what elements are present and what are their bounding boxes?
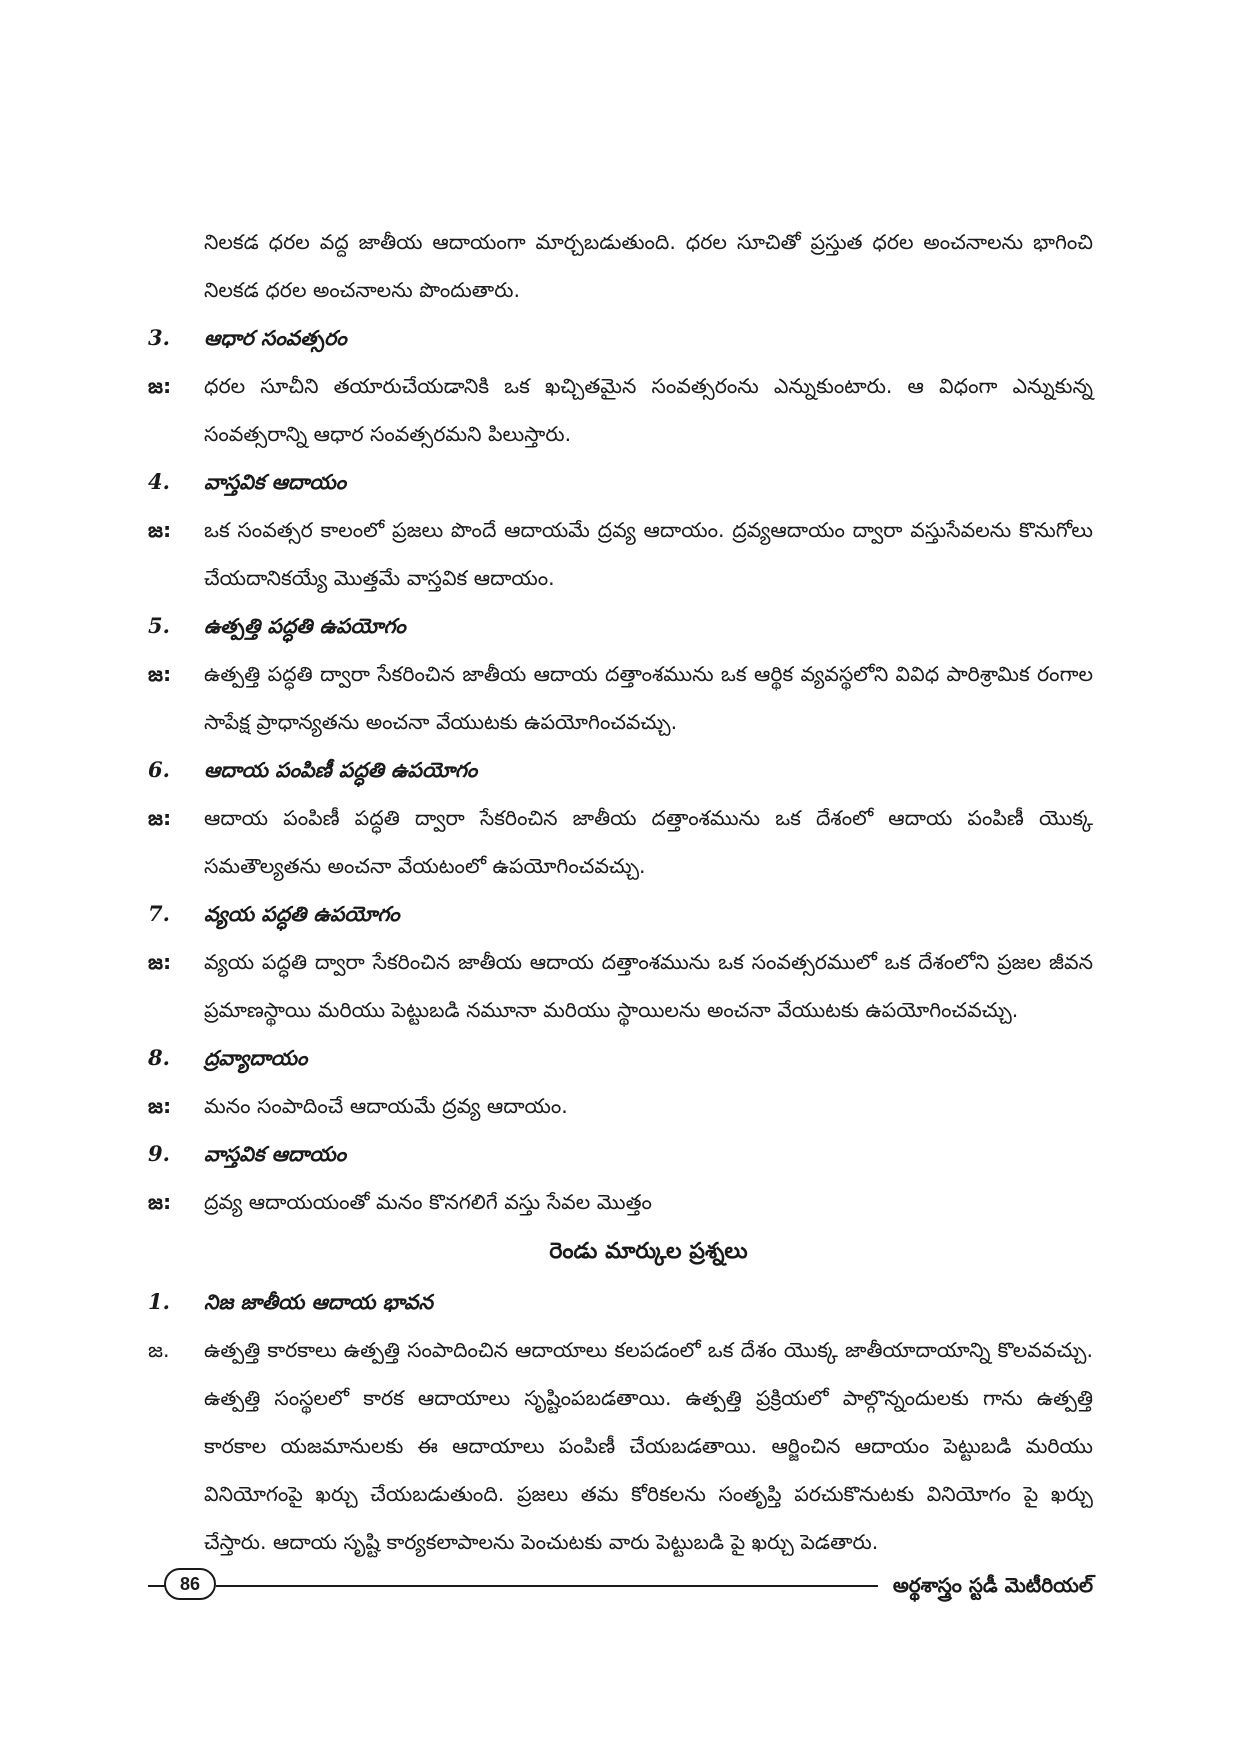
answer-block [148, 506, 1093, 602]
question-number: 7. [148, 901, 170, 926]
question-title: వ్యయ పద్ధతి ఉపయోగం [204, 902, 400, 926]
question-title: వాస్తవిక ఆదాయం [204, 1142, 347, 1166]
question-number: 5. [148, 613, 170, 638]
question-heading [148, 1278, 1093, 1326]
answer-text: ద్రవ్య ఆదాయయంతో మనం కొనగలిగే వస్తు సేవల మొత్తం [204, 1190, 652, 1214]
answer-label: జ: [148, 662, 172, 686]
book-title: అర్థశాస్త్రం స్టడీ మెటీరియల్ [892, 1573, 1093, 1597]
question-number: 9. [148, 1141, 170, 1166]
question-heading [148, 746, 1093, 794]
question-title: నిజ జాతీయ ఆదాయ భావన [204, 1290, 433, 1314]
answer-label: జ: [148, 950, 172, 974]
question-heading [148, 314, 1093, 362]
section-title: రెండు మార్కుల ప్రశ్నలు [549, 1239, 748, 1264]
question-title: ఉత్పత్తి పద్ధతి ఉపయోగం [204, 614, 406, 638]
question-heading [148, 602, 1093, 650]
question-number: 8. [148, 1045, 170, 1070]
answer-text: ఒక సంవత్సర కాలంలో ప్రజలు పొందే ఆదాయమే ద్రవ్య ఆదాయం. ద్రవ్యఆదాయం ద్వారా వస్తుసేవలను కొనుగోలు చేయదానికయ్యే మొత్తమే వాస్తవిక ఆదాయం. [204, 518, 1093, 590]
question-title: వాస్తవిక ఆదాయం [204, 470, 347, 494]
answer-text: ధరల సూచీని తయారుచేయడానికి ఒక ఖచ్చితమైన సంవత్సరంను ఎన్నుకుంటారు. ఆ విధంగా ఎన్నుకున్న సంవత్సరాన్ని ఆధార సంవత్సరమని పిలుస్తారు. [204, 374, 1093, 446]
question-heading [148, 1130, 1093, 1178]
page-footer [148, 1566, 1093, 1606]
page-number-badge: 86 [164, 1568, 216, 1600]
question-number: 1. [148, 1289, 170, 1314]
footer-rule [216, 1585, 878, 1587]
answer-label: జ: [148, 374, 172, 398]
answer-text: మనం సంపాదించే ఆదాయమే ద్రవ్య ఆదాయం. [204, 1094, 568, 1118]
question-number: 6. [148, 757, 170, 782]
answer-block [148, 1178, 1093, 1226]
question-title: ఆధార సంవత్సరం [204, 326, 347, 350]
answer-block [148, 794, 1093, 890]
answer-text: వ్యయ పద్ధతి ద్వారా సేకరించిన జాతీయ ఆదాయ దత్తాంశమును ఒక సంవత్సరములో ఒక దేశంలోని ప్రజల జీవన ప్రమాణస్థాయి మరియు పెట్టుబడి నమూనా మరియు స్థాయిలను అంచనా వేయుటకు ఉపయోగించవచ్చు. [204, 950, 1093, 1022]
answer-label: జ: [148, 1094, 172, 1118]
answer-label: జ: [148, 1190, 172, 1214]
answer-text: ఆదాయ పంపిణీ పద్ధతి ద్వారా సేకరించిన జాతీయ దత్తాంశమును ఒక దేశంలో ఆదాయ పంపిణీ యొక్క సమతౌల్యతను అంచనా వేయటంలో ఉపయోగించవచ్చు. [204, 806, 1093, 878]
answer-block [148, 362, 1093, 458]
answer-label: జ: [148, 518, 172, 542]
page-content [148, 218, 1093, 1566]
answer-text: ఉత్పత్తి పద్ధతి ద్వారా సేకరించిన జాతీయ ఆదాయ దత్తాంశమును ఒక ఆర్థిక వ్యవస్థలోని వివిధ పారిశ్రామిక రంగాల సాపేక్ష ప్రాధాన్యతను అంచనా వేయుటకు ఉపయోగించవచ్చు. [204, 662, 1093, 734]
answer-label: జ: [148, 806, 172, 830]
intro-paragraph: నిలకడ ధరల వద్ద జాతీయ ఆదాయంగా మార్చబడుతుంది. ధరల సూచితో ప్రస్తుత ధరల అంచనాలను భాగించి నిలకడ ధరల అంచనాలను పొందుతారు. [204, 230, 1093, 302]
answer-block [148, 1326, 1093, 1566]
question-heading [148, 890, 1093, 938]
question-heading [148, 1034, 1093, 1082]
question-title: ఆదాయ పంపిణీ పద్ధతి ఉపయోగం [204, 758, 478, 782]
answer-label: జ. [148, 1338, 170, 1362]
question-title: ద్రవ్యాదాయం [204, 1046, 308, 1070]
answer-text: ఉత్పత్తి కారకాలు ఉత్పత్తి సంపాదించిన ఆదాయాలు కలపడంలో ఒక దేశం యొక్క జాతీయాదాయాన్ని కొలవవచ్చు. ఉత్పత్తి సంస్థలలో కారక ఆదాయాలు సృష్టింపబడతాయి. ఉత్పత్తి ప్రక్రియలో పాల్గొన్నందులకు గాను ఉత్పత్తి కారకాల యజమానులకు ఈ ఆదాయాలు పంపిణీ చేయబడతాయి. ఆర్జించిన ఆదాయం పెట్టుబడి మరియు వినియోగంపై ఖర్చు చేయబడుతుంది. ప్రజలు తమ కోరికలను సంతృప్తి పరచుకొనుటకు వినియోగం పై ఖర్చు చేస్తారు. ఆదాయ సృష్టి కార్యకలాపాలను పెంచుటకు వారు పెట్టుబడి పై ఖర్చు పెడతారు. [204, 1338, 1093, 1554]
answer-block [148, 1082, 1093, 1130]
answer-block [148, 650, 1093, 746]
question-number: 4. [148, 469, 170, 494]
answer-block [148, 938, 1093, 1034]
question-heading [148, 458, 1093, 506]
question-number: 3. [148, 325, 170, 350]
